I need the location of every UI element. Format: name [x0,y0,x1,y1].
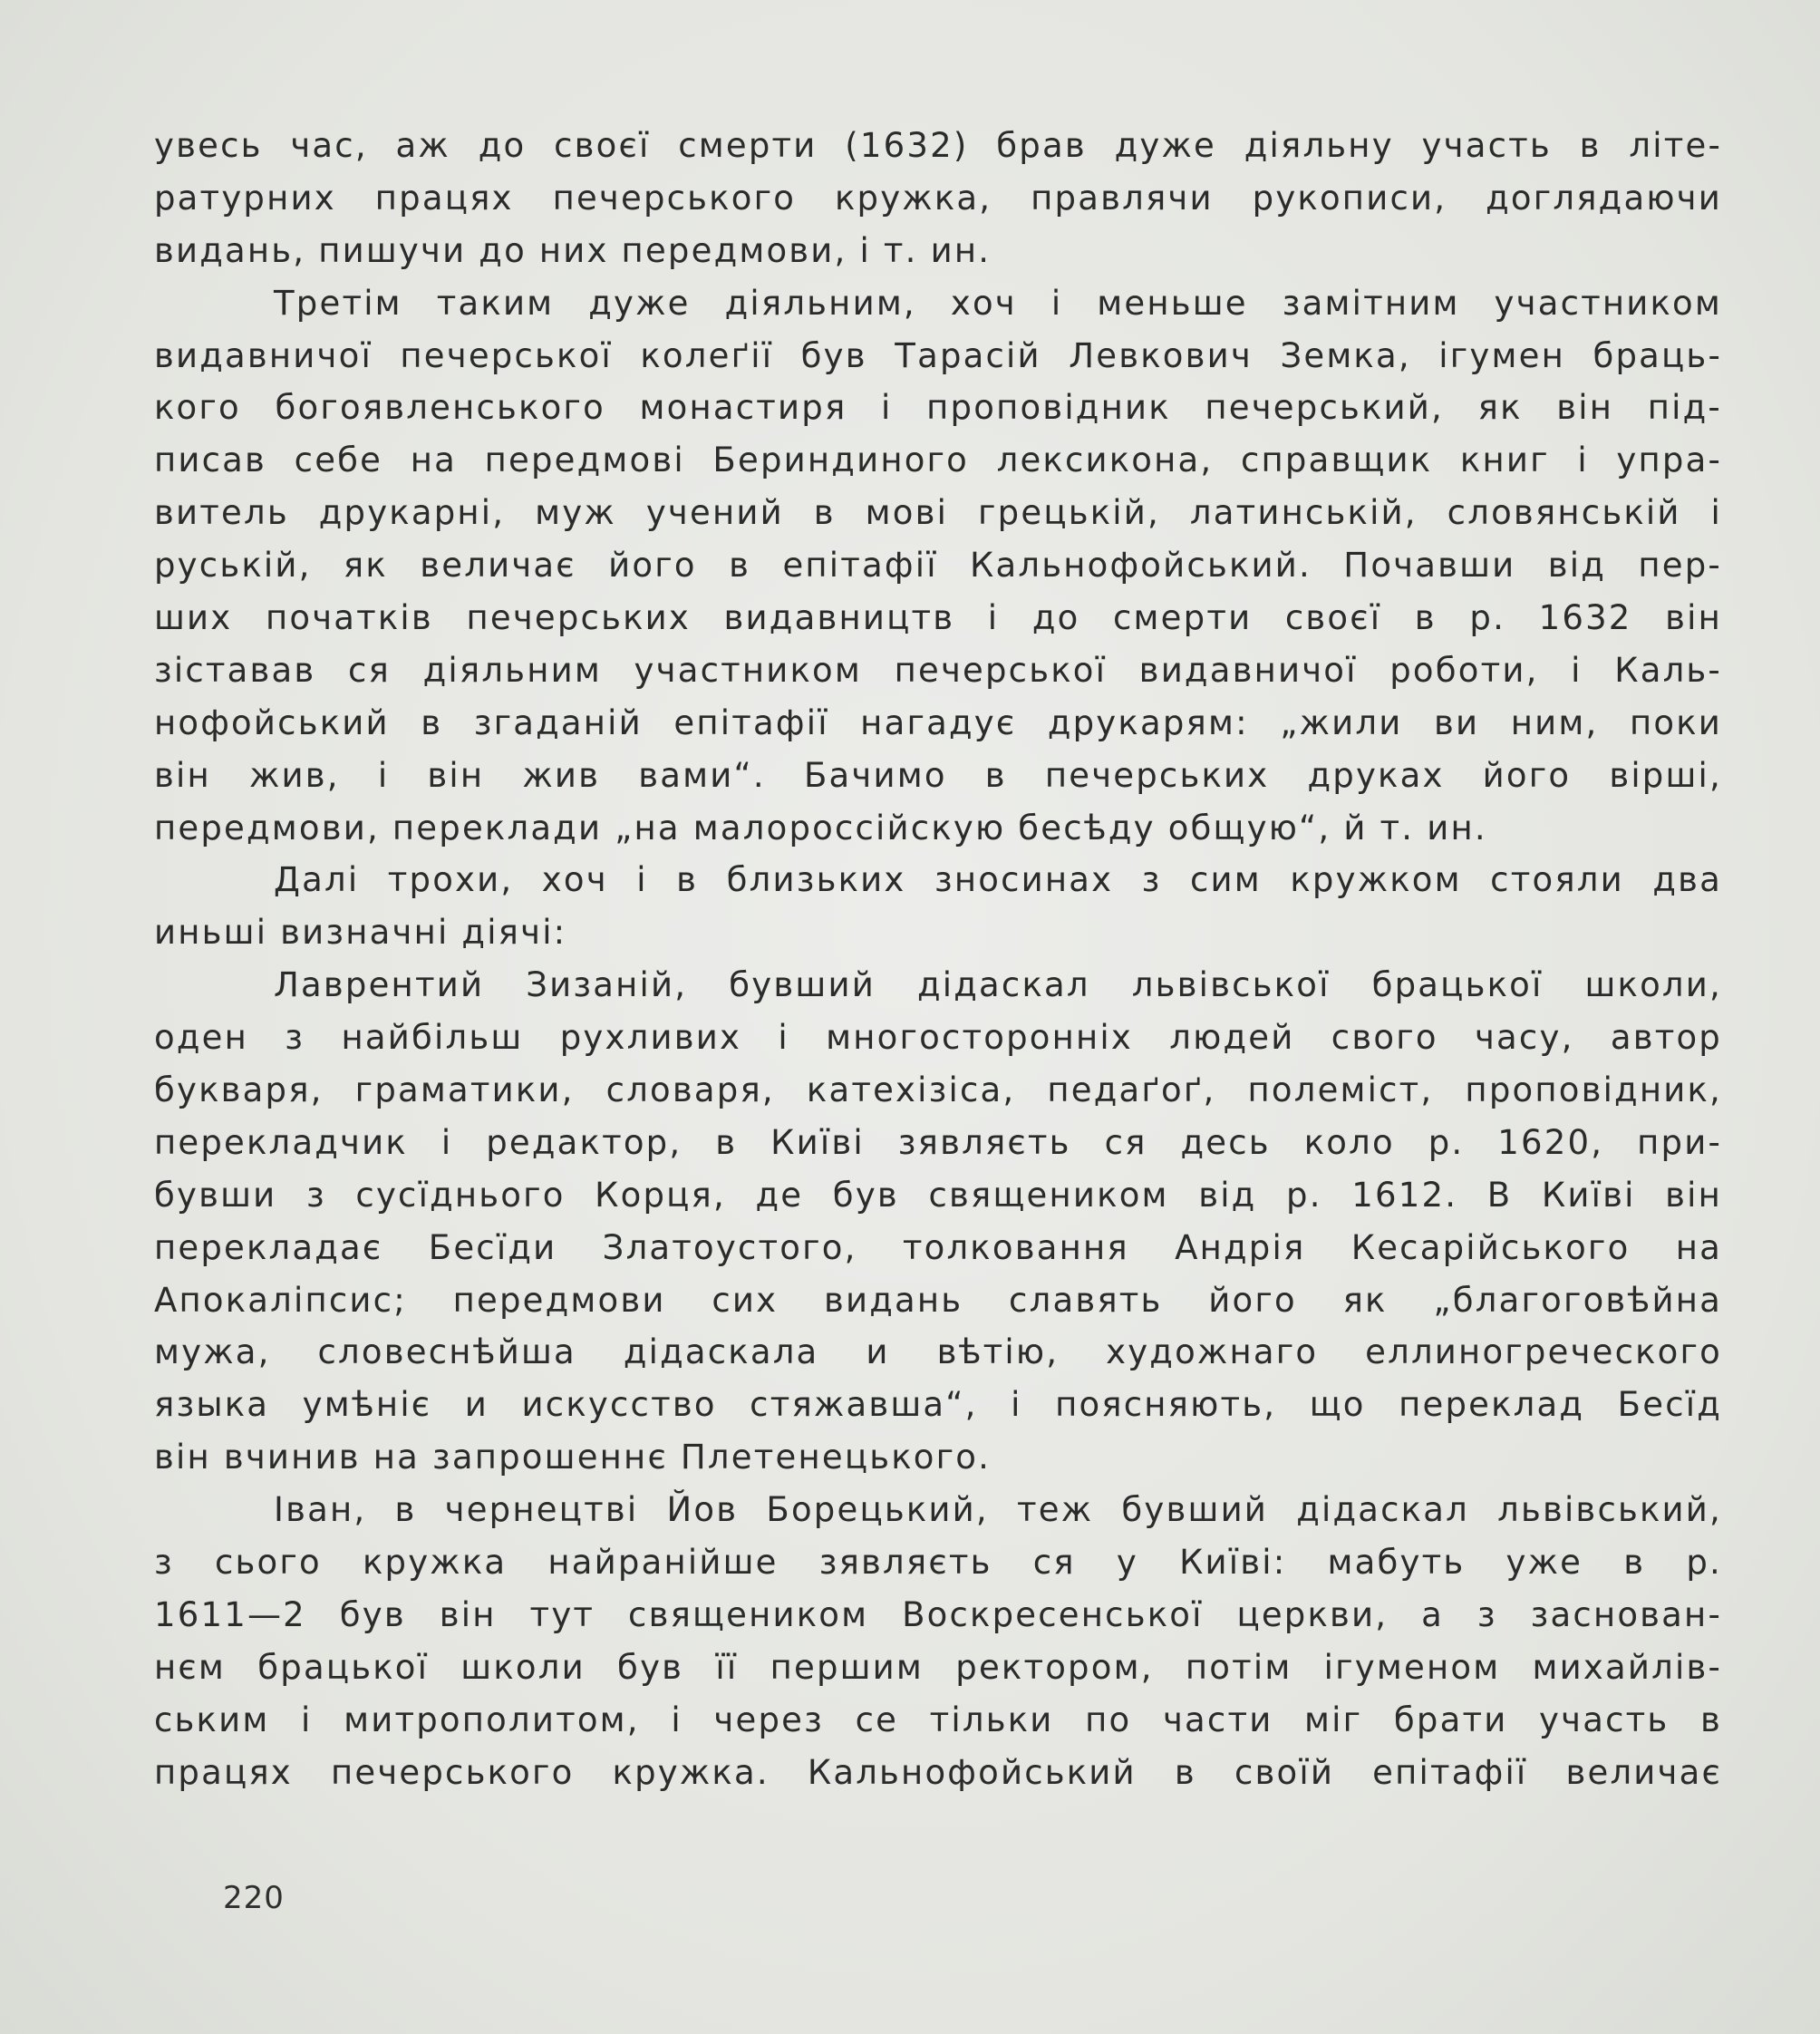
text-line: руській, як величає його в епітафії Кальнофойський. Почавши від пер- [154,546,1722,586]
text-line: витель друкарні, муж учений в мові грецькій, латинській, словянській і [154,493,1722,533]
text-line: иньші визначні діячі: [154,913,567,953]
text-line: нофойський в згаданій епітафії нагадує друкарям: „жили ви ним, поки [154,702,1722,742]
text-line: ратурних працях печерського кружка, правлячи рукописи, доглядаючи [154,178,1722,218]
text-line: оден з найбільш рухливих і многосторонніх людей свого часу, автор [154,1018,1722,1058]
text-line: працях печерського кружка. Кальнофойський в своїй епітафії величає [154,1752,1722,1792]
page-body-text [154,120,1722,1799]
text-line: писав себе на передмові Бериндиного лексикона, справщик книг і упра- [154,441,1722,480]
text-line: Апокаліпсис; передмови сих видань славять його як „благоговѣйна [154,1280,1722,1320]
text-line: ським і митрополитом, і через се тільки по части міг брати участь в [154,1700,1722,1739]
text-line: він вчинив на запрошеннє Плетенецького. [154,1438,992,1477]
text-line: він жив, і він жив вами“. Бачимо в печерських друках його вірші, [154,755,1722,795]
text-line: Іван, в чернецтві Йов Борецький, теж бувший дідаскал львівський, [274,1490,1722,1530]
text-line: 1611—2 був він тут священиком Воскресенської церкви, а з заснован- [154,1594,1722,1634]
text-line: Лаврентий Зизаній, бувший дідаскал львівської брацької школи, [274,965,1722,1005]
text-line: видань, пишучи до них передмови, і т. ин. [154,230,992,270]
text-line: бувши з сусїднього Корця, де був священиком від р. 1612. В Київі він [154,1175,1722,1215]
text-line: з сього кружка найранійше зявляєть ся у Київі: мабуть уже в р. [154,1543,1722,1583]
text-line: зіставав ся діяльним участником печерської видавничої роботи, і Каль- [154,650,1722,690]
text-line: ших початків печерських видавництв і до смерти своєї в р. 1632 він [154,598,1722,638]
text-line: мужа, словеснѣйша дідаскала и вѣтію, художнаго еллиногреческого [154,1332,1722,1372]
text-line: Третім таким дуже діяльним, хоч і меньше замітним участником [274,283,1722,323]
text-line: языка умѣніє и искусство стяжавша“, і поясняють, що переклад Бесїд [154,1385,1722,1425]
text-line: видавничої печерської колеґії був Тарасій Левкович Земка, ігумен браць- [154,335,1722,375]
text-line: нєм брацької школи був її першим ректором, потім ігуменом михайлів- [154,1647,1722,1687]
text-line: кого богоявленського монастиря і проповідник печерський, як він під- [154,388,1722,428]
page-number: 220 [223,1880,285,1916]
text-line: Далі трохи, хоч і в близьких зносинах з сим кружком стояли два [274,860,1722,900]
text-line: перекладає Бесїди Златоустого, толковання Андрія Кесарійського на [154,1227,1722,1267]
text-line: букваря, граматики, словаря, катехізіса, педаґоґ, полеміст, проповідник, [154,1070,1722,1110]
text-line: увесь час, аж до своєї смерти (1632) брав дуже діяльну участь в літе- [154,126,1722,165]
text-line: передмови, переклади „на малороссійскую бесѣду общую“, й т. ин. [154,808,1487,848]
text-line: перекладчик і редактор, в Київі зявляєть ся десь коло р. 1620, при- [154,1122,1722,1162]
